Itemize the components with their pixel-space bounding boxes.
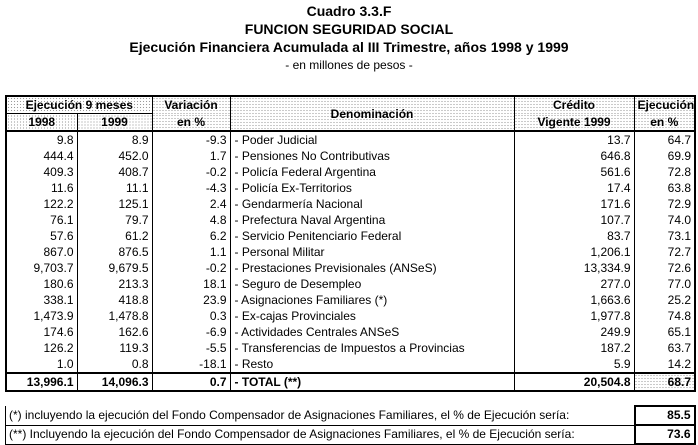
cell-denominacion: - Gendarmería Nacional [230,196,514,212]
cell-1999: 9,679.5 [77,260,152,276]
cell-1998: 122.2 [6,196,77,212]
header-ejecucion: Ejecución [634,96,695,114]
table-row [6,196,695,212]
header-denominacion: Denominación [230,96,514,131]
cell-denominacion: - Poder Judicial [230,131,514,148]
cell-ejecucion: 64.7 [634,131,695,148]
cell-1999: 408.7 [77,164,152,180]
cell-1999: 1,478.8 [77,308,152,324]
cell-denominacion: - Pensiones No Contributivas [230,148,514,164]
cell-1998: 1.0 [6,356,77,373]
cell-1998: 338.1 [6,292,77,308]
cell-denominacion: - Resto [230,356,514,373]
cell-denominacion: - Policía Ex-Territorios [230,180,514,196]
cell-ejecucion: 65.1 [634,324,695,340]
cell-ejecucion: 72.9 [634,196,695,212]
table-row [6,148,695,164]
cell-1998: 9.8 [6,131,77,148]
table-row [6,356,695,373]
cell-1998: 126.2 [6,340,77,356]
cell-1998: 1,473.9 [6,308,77,324]
cell-variacion: 0.7 [152,373,230,391]
units-note: - en millones de pesos - [285,58,413,72]
cell-variacion: 1.7 [152,148,230,164]
cell-1998: 867.0 [6,244,77,260]
table-row [6,324,695,340]
cell-variacion: 4.8 [152,212,230,228]
footnote-total: (**) Incluyendo la ejecución del Fondo Compensador de Asignaciones Familiares, el % de Ejecución sería: [6,425,635,444]
cell-variacion: -0.2 [152,164,230,180]
table-row [6,212,695,228]
header-year-1998: 1998 [6,114,77,132]
cell-1998: 57.6 [6,228,77,244]
table-row [6,308,695,324]
cell-1999: 79.7 [77,212,152,228]
cell-ejecucion: 73.1 [634,228,695,244]
cell-ejecucion: 74.0 [634,212,695,228]
cell-1999: 452.0 [77,148,152,164]
table-body [6,131,695,391]
cell-denominacion: - Seguro de Desempleo [230,276,514,292]
cell-credito: 646.8 [514,148,634,164]
cell-1999: 8.9 [77,131,152,148]
cell-1999: 125.1 [77,196,152,212]
cell-credito: 17.4 [514,180,634,196]
cell-1999: 119.3 [77,340,152,356]
cell-credito: 561.6 [514,164,634,180]
table-row [6,164,695,180]
cell-variacion: 1.1 [152,244,230,260]
cell-denominacion: - Ex-cajas Provinciales [230,308,514,324]
cell-1998: 409.3 [6,164,77,180]
cell-credito: 171.6 [514,196,634,212]
cell-ejecucion: 72.8 [634,164,695,180]
footnote-total-value: 73.6 [635,425,695,444]
header-credito: Crédito [514,96,634,114]
table-row [6,180,695,196]
cell-variacion: -6.9 [152,324,230,340]
header-ejecucion-pct: en % [634,114,695,132]
cell-denominacion: - Actividades Centrales ANSeS [230,324,514,340]
cell-variacion: 6.2 [152,228,230,244]
cell-ejecucion: 72.7 [634,244,695,260]
cell-1999: 418.8 [77,292,152,308]
header-year-1999: 1999 [77,114,152,132]
cell-credito: 1,977.8 [514,308,634,324]
cell-denominacion: - Prestaciones Previsionales (ANSeS) [230,260,514,276]
footnotes [5,405,696,445]
cell-1998: 11.6 [6,180,77,196]
cell-variacion: -4.3 [152,180,230,196]
execution-table [5,95,696,392]
cell-variacion: -0.2 [152,260,230,276]
cell-credito: 249.9 [514,324,634,340]
table-row [6,340,695,356]
cell-variacion: 23.9 [152,292,230,308]
cell-denominacion: - TOTAL (**) [230,373,514,391]
cell-credito: 20,504.8 [514,373,634,391]
footnote-asignaciones: (*) incluyendo la ejecución del Fondo Compensador de Asignaciones Familiares, el % de Ejecución sería: [6,406,635,425]
cell-ejecucion: 14.2 [634,356,695,373]
header-variacion-pct: en % [152,114,230,132]
cell-ejecucion: 63.7 [634,340,695,356]
table-row [6,276,695,292]
table-row [6,244,695,260]
header-variacion: Variación [152,96,230,114]
cell-1999: 61.2 [77,228,152,244]
cell-credito: 107.7 [514,212,634,228]
function-title: FUNCION SEGURIDAD SOCIAL [244,21,454,37]
cell-variacion: 18.1 [152,276,230,292]
cell-credito: 1,206.1 [514,244,634,260]
cell-ejecucion: 72.6 [634,260,695,276]
cell-credito: 277.0 [514,276,634,292]
cell-denominacion: - Asignaciones Familiares (*) [230,292,514,308]
cuadro-number: Cuadro 3.3.F [306,3,392,19]
cell-1999: 162.6 [77,324,152,340]
cell-credito: 83.7 [514,228,634,244]
table-subtitle: Ejecución Financiera Acumulada al III Trimestre, años 1998 y 1999 [129,39,569,55]
cell-1998: 444.4 [6,148,77,164]
cell-denominacion: - Prefectura Naval Argentina [230,212,514,228]
cell-denominacion: - Policía Federal Argentina [230,164,514,180]
cell-1998: 9,703.7 [6,260,77,276]
cell-credito: 13,334.9 [514,260,634,276]
cell-variacion: 0.3 [152,308,230,324]
cell-variacion: 2.4 [152,196,230,212]
footnote-asignaciones-value: 85.5 [635,406,695,425]
cell-variacion: -5.5 [152,340,230,356]
cell-ejecucion: 77.0 [634,276,695,292]
cell-credito: 5.9 [514,356,634,373]
cell-ejecucion: 25.2 [634,292,695,308]
cell-1999: 0.8 [77,356,152,373]
cell-1998: 180.6 [6,276,77,292]
cell-denominacion: - Transferencias de Impuestos a Provincias [230,340,514,356]
cell-denominacion: - Servicio Penitenciario Federal [230,228,514,244]
cell-credito: 13.7 [514,131,634,148]
cell-1999: 11.1 [77,180,152,196]
cell-1999: 14,096.3 [77,373,152,391]
cell-ejecucion: 74.8 [634,308,695,324]
cell-variacion: -18.1 [152,356,230,373]
cell-credito: 187.2 [514,340,634,356]
cell-1998: 174.6 [6,324,77,340]
cell-ejecucion: 68.7 [634,373,695,391]
cell-ejecucion: 69.9 [634,148,695,164]
header-ejecucion-9-meses: Ejecución 9 meses [6,96,152,114]
cell-denominacion: - Personal Militar [230,244,514,260]
table-row [6,260,695,276]
cell-1999: 876.5 [77,244,152,260]
cell-ejecucion: 63.8 [634,180,695,196]
cell-variacion: -9.3 [152,131,230,148]
table-row [6,131,695,148]
cell-1999: 213.3 [77,276,152,292]
table-row [6,292,695,308]
cell-credito: 1,663.6 [514,292,634,308]
cell-1998: 13,996.1 [6,373,77,391]
title-block [0,2,698,73]
cell-1998: 76.1 [6,212,77,228]
header-vigente-1999: Vigente 1999 [514,114,634,132]
total-row [6,373,695,391]
table-row [6,228,695,244]
